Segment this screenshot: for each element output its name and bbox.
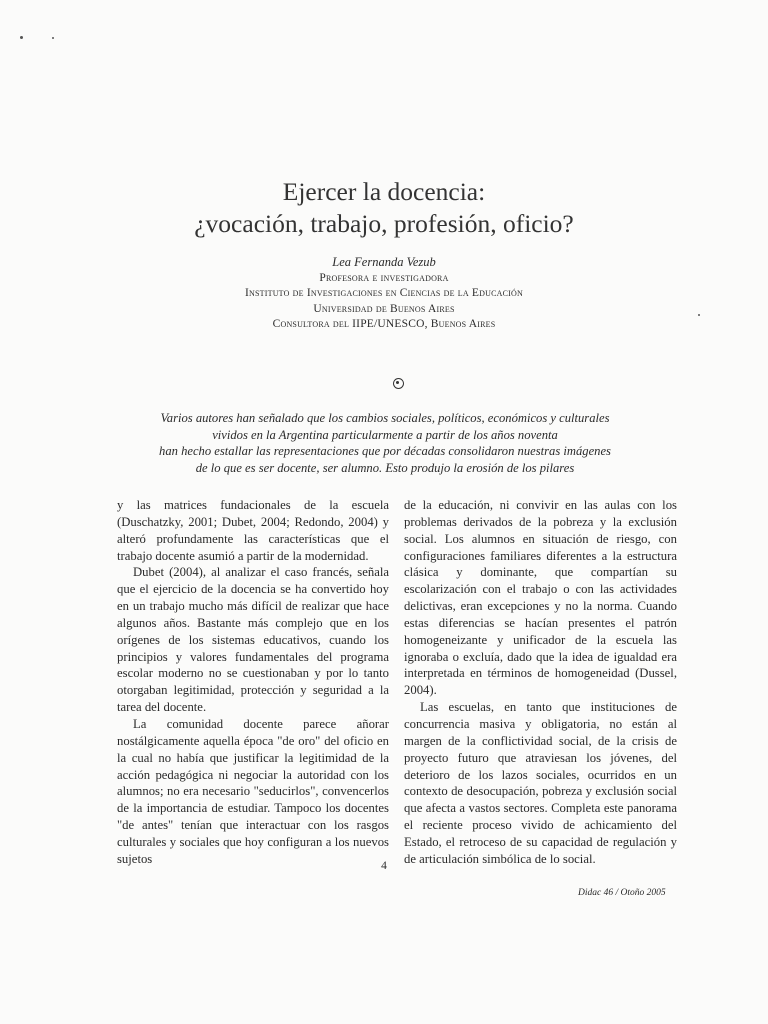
title-line-1: Ejercer la docencia: bbox=[282, 177, 486, 206]
ornament-icon bbox=[393, 378, 404, 389]
author-block bbox=[0, 255, 768, 333]
abstract-line: vividos en la Argentina particularmente a partir de los años noventa bbox=[212, 427, 558, 442]
author-affiliation: Instituto de Investigaciones en Ciencias de la Educación bbox=[245, 287, 523, 300]
abstract-line: han hecho estallar las representaciones que por décadas consolidaron nuestras imágenes bbox=[159, 444, 611, 459]
paragraph: Las escuelas, en tanto que instituciones de concurrencia masiva y obligatoria, no están al margen de la conflictividad social, de la crisis de proyecto futuro que atraviesan los jóvenes, del deterioro de los lazos sociales, ocurridos en un contexto de desocupación, pobreza y exclusión social que afecta a vastos sectores. Completa este panorama el reciente proceso vivido de achicamiento del Estado, el retroceso de su capacidad de regulación y de articulación simbólica de lo social. bbox=[404, 700, 677, 866]
author-name: Lea Fernanda Vezub bbox=[332, 255, 436, 269]
author-affiliation: Consultora del IIPE/UNESCO, Buenos Aires bbox=[272, 318, 496, 331]
author-affiliation: Universidad de Buenos Aires bbox=[313, 302, 455, 315]
abstract-line: Varios autores han señalado que los cambios sociales, políticos, económicos y culturales bbox=[160, 411, 610, 425]
right-column bbox=[404, 497, 677, 868]
abstract-line: de lo que es ser docente, ser alumno. Esto produjo la erosión de los pilares bbox=[195, 461, 575, 476]
author-affiliation: Profesora e investigadora bbox=[319, 271, 449, 284]
running-footer: Didac 46 / Otoño 2005 bbox=[578, 888, 666, 898]
title-line-2: ¿vocación, trabajo, profesión, oficio? bbox=[194, 209, 574, 238]
abstract bbox=[120, 410, 650, 477]
left-column bbox=[117, 497, 389, 868]
paragraph: Dubet (2004), al analizar el caso francés, señala que el ejercicio de la docencia se ha convertido hoy en un trabajo mucho más difícil de realizar que hace algunos años. Bastante más complejo que en los orígenes de los sistemas educativos, cuando los principios y valores fundamentales del programa escolar moderno no se cuestionaban y por lo tanto otorgaban legitimidad, protección y seguridad a la tarea del docente. bbox=[117, 565, 389, 715]
article-title bbox=[0, 176, 768, 240]
paragraph: de la educación, ni convivir en las aulas con los problemas derivados de la pobreza y la exclusión social. Los alumnos en situación de riesgo, con configuraciones familiares diferentes a la estructura clásica y dominante, que compartían su escolarización con el trabajo o con las actividades delictivas, eran excepciones y no la norma. Cuando estas diferencias se hacían presentes el patrón homogeneizante y unificador de la escuela las ignoraba o excluía, dado que la idea de igualdad era interpretada en términos de homogeneidad (Dussel, 2004). bbox=[404, 498, 677, 698]
scan-speck bbox=[20, 36, 23, 39]
page-number: 4 bbox=[381, 860, 387, 872]
scan-speck bbox=[52, 37, 54, 39]
paragraph: y las matrices fundacionales de la escuela (Duschatzky, 2001; Dubet, 2004; Redondo, 2004) y alteró profundamente las características que el trabajo docente asumió a partir de la modernidad. bbox=[117, 498, 389, 563]
paragraph: La comunidad docente parece añorar nostálgicamente aquella época "de oro" del oficio en la cual no había que justificar la legitimidad de la acción pedagógica ni negociar la autoridad con los alumnos; no era necesario "seducirlos", convencerlos de la importancia de estudiar. Tampoco los docentes "de antes" tenían que interactuar con los rasgos culturales y sociales que hoy configuran a los nuevos sujetos bbox=[117, 716, 389, 866]
